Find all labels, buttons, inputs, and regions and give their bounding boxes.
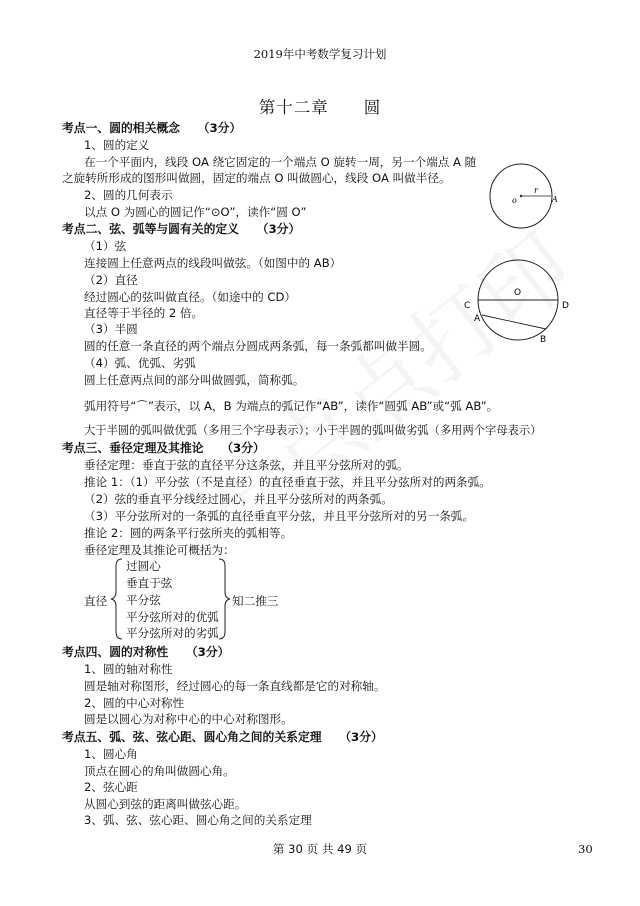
section-5-heading: 考点五、弧、弦、弦心距、圆心角之间的关系定理 （3分） — [62, 730, 383, 744]
page-header: 2019年中考数学复习计划 — [253, 47, 387, 61]
page-footer: 第 30 页 共 49 页 — [272, 842, 368, 856]
sec4-line: 圆是轴对称图形，经过圆心的每一条直线都是它的对称轴。 — [84, 679, 386, 693]
sec3-line: 推论 2：圆的两条平行弦所夹的弧相等。 — [84, 526, 293, 540]
brace-left-label: 直径 — [84, 594, 108, 608]
section-3-heading: 考点三、垂径定理及其推论 （3分） — [62, 441, 265, 455]
label-d: D — [562, 301, 569, 311]
sec5-line: 1、圆心角 — [84, 747, 138, 761]
sec3-line: 垂径定理及其推论可概括为： — [84, 543, 235, 557]
sec5-line: 顶点在圆心的角叫做圆心角。 — [84, 764, 235, 778]
sec3-line: （2）弦的垂直平分线经过圆心，并且平分弦所对的两条弧。 — [84, 492, 393, 506]
sec5-line: 3、弧、弦、弦心距、圆心角之间的关系定理 — [84, 813, 312, 827]
brace-item: 垂直于弦 — [126, 576, 173, 590]
chapter-title: 第十二章 圆 — [258, 98, 382, 117]
label-o: o — [512, 196, 517, 205]
sec1-line: 以点 O 为圆心的圆记作“⊙O”，读作“圆 O” — [84, 205, 307, 219]
sec2-line: 弧用符号“⌒”表示，以 A，B 为端点的弧记作“AB”，读作“圆弧 AB”或“弧 AB”。 — [84, 399, 499, 413]
section-2-heading: 考点二、弦、弧等与圆有关的定义 （3分） — [62, 222, 301, 236]
sec2-line: （4）弧、优弧、劣弧 — [84, 356, 196, 370]
brace-right-label: 知二推三 — [232, 594, 279, 608]
sec2-line: 直径等于半径的 2 倍。 — [84, 306, 204, 320]
sec1-line: 2、圆的几何表示 — [84, 188, 173, 202]
circle-figure-2 — [464, 255, 570, 350]
right-brace — [218, 558, 232, 640]
sec5-line: 2、弦心距 — [84, 780, 138, 794]
sec5-line: 从圆心到弦的距离叫做弦心距。 — [84, 797, 247, 811]
sec3-line: 垂径定理：垂直于弦的直径平分这条弦，并且平分弦所对的弧。 — [84, 458, 409, 472]
sec2-line: 连接圆上任意两点的线段叫做弦。（如图中的 AB） — [84, 256, 342, 270]
sec1-line: 在一个平面内，线段 OA 绕它固定的一个端点 O 旋转一周，另一个端点 A 随 — [84, 155, 477, 169]
section-4-heading: 考点四、圆的对称性 （3分） — [62, 645, 230, 659]
sec2-line: 大于半圆的弧叫做优弧（多用三个字母表示）；小于半圆的弧叫做劣弧（多用两个字母表示） — [84, 424, 542, 437]
sec1-line: 之旋转所形成的图形叫做圆，固定的端点 O 叫做圆心，线段 OA 叫做半径。 — [62, 171, 451, 185]
center-point — [520, 195, 522, 197]
sec4-line: 1、圆的轴对称性 — [84, 662, 173, 676]
label-c: C — [464, 301, 471, 311]
label-b: B — [540, 335, 547, 345]
circle-figure-1 — [488, 158, 558, 228]
brace-item: 平分弦所对的劣弧 — [126, 626, 219, 640]
chord-ab — [482, 315, 546, 329]
sec3-line: 推论 1：（1）平分弦（不是直径）的直径垂直于弦，并且平分弦所对的两条弧。 — [84, 475, 491, 489]
label-a: A — [474, 314, 481, 324]
sec2-line: （1）弦 — [84, 239, 127, 253]
sec4-line: 2、圆的中心对称性 — [84, 696, 185, 710]
brace-item: 过圆心 — [126, 559, 161, 573]
sec2-line: （3）半圆 — [84, 322, 138, 336]
page-number: 30 — [578, 842, 593, 856]
left-brace — [110, 558, 124, 640]
brace-item: 平分弦所对的优弧 — [126, 610, 219, 624]
label-r: r — [534, 186, 538, 195]
section-1-heading: 考点一、圆的相关概念 （3分） — [62, 121, 242, 135]
sec2-line: 圆的任意一条直径的两个端点分圆成两条弧，每一条弧都叫做半圆。 — [84, 339, 432, 353]
sec2-line: （2）直径 — [84, 273, 138, 287]
sec4-line: 圆是以圆心为对称中心的中心对称图形。 — [84, 712, 293, 726]
label-o: O — [514, 288, 522, 298]
label-a: A — [552, 195, 558, 204]
sec2-line: 圆上任意两点间的部分叫做圆弧，简称弧。 — [84, 373, 305, 387]
sec2-line: 经过圆心的弦叫做直径。（如途中的 CD） — [84, 290, 297, 304]
sec1-line: 1、圆的定义 — [84, 138, 150, 152]
sec3-line: （3）平分弦所对的一条弧的直径垂直平分弦，并且平分弦所对的另一条弧。 — [84, 509, 474, 523]
brace-item: 平分弦 — [126, 593, 161, 607]
